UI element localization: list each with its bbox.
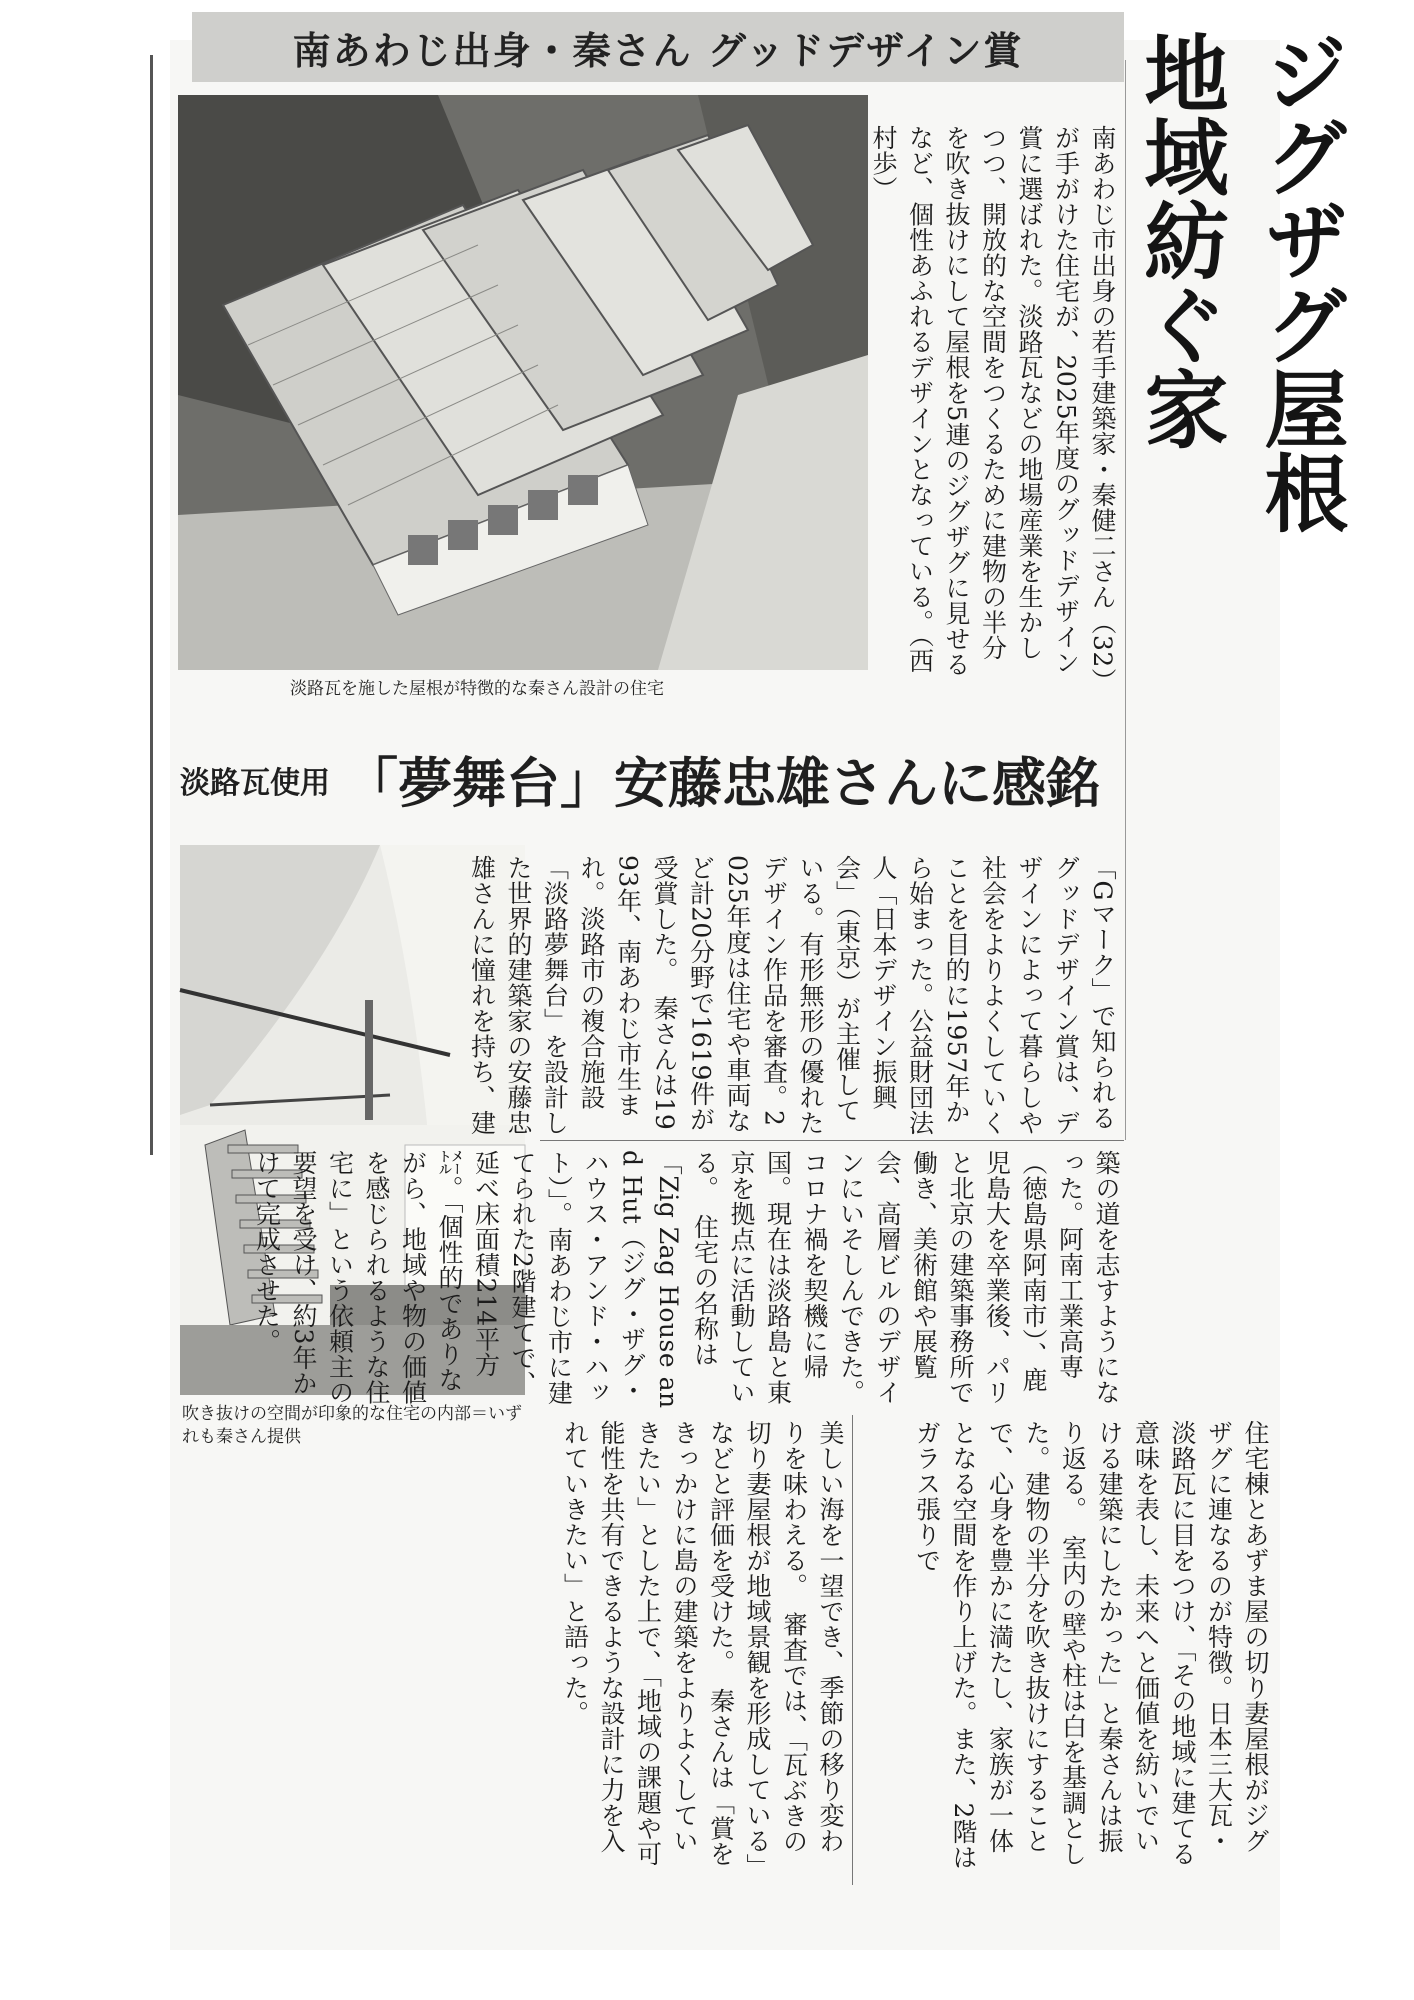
banner [192, 12, 1124, 82]
house-exterior-photo [178, 95, 868, 670]
column-divider-vertical [852, 1415, 853, 1885]
photo2-caption: 吹き抜けの空間が印象的な住宅の内部＝いずれも秦さん提供 [182, 1404, 522, 1447]
subhead-kicker: 淡路瓦使用 [180, 766, 330, 801]
article-column-1: 「Gマーク」で知られるグッドデザイン賞は、デザインによって暮らしや社会をよりよくしていくことを目的に1957年から始まった。公益財団法人「日本デザイン振興会」（東京）が主催している。有形無形の優れたデザイン作品を審査。2025年度は住宅や車両など計20分野で1619件が受賞した。 秦さんは1993年、南あわじ市生まれ。淡路市の複合施設「淡路夢舞台」を設計した世界的建築家の安藤忠雄さんに憧れを持ち、建 [467, 855, 1117, 1136]
headline-line-2: 地域紡ぐ家 [1131, 30, 1230, 450]
banner-text: 南あわじ出身・秦さん グッドデザイン賞 [292, 28, 1024, 73]
article-column-4: 美しい海を一望でき、季節の移り変わりを味わえる。 審査では、「瓦ぶきの切り妻屋根が地域景観を形成している」などと評価を受けた。 秦さんは「賞をきっかけに島の建築をよりよくしていきたい」とした上で、「地域の課題や可能性を共有できるような設計に力を入れていきたい」と語った。 [560, 1420, 845, 1867]
article-column-3: 住宅棟とあずま屋の切り妻屋根がジグザグに連なるのが特徴。日本三大瓦・淡路瓦に目をつけ、「その地域に建てる意味を表し、未来へと価値を紡いでいける建築にしたかった」と秦さんは振り返る。 室内の壁や柱は白を基調とした。建物の半分を吹き抜けにすることで、心身を豊かに満たし、家族が一体となる空間を作り上げた。また、2階はガラス張りで [912, 1420, 1270, 1870]
headline-line-1: ジグザグ屋根 [1251, 30, 1350, 534]
main-headline [1130, 30, 1350, 1180]
column-divider [540, 1140, 1124, 1141]
lead-paragraph: 南あわじ市出身の若手建築家・秦健二さん（32）が手がけた住宅が、2025年度のグッドデザイン賞に選ばれた。淡路瓦などの地場産業を生かしつつ、開放的な空間をつくるために建物の半分を吹き抜けにして屋根を5連のジグザグに見せるなど、個性あふれるデザインとなっている。（西村歩） [869, 125, 1117, 681]
photo1-caption: 淡路瓦を施した屋根が特徴的な秦さん設計の住宅 [290, 679, 664, 699]
headline-rule [1125, 60, 1126, 1140]
subhead-main: 「夢舞台」安藤忠雄さんに感銘 [344, 751, 1100, 815]
subheadline [180, 740, 1120, 815]
article-column-2: 築の道を志すようになった。阿南工業高専（徳島県阿南市）、鹿児島大を卒業後、パリと北京の建築事務所で働き、美術館や展覧会、高層ビルのデザインにいそしんできた。コロナ禍を契機に帰国。現在は淡路島と東京を拠点に活動している。 住宅の名称は「Zig Zag House and Hut（ジグ・ザグ・ハウス・アンド・ハット）」。南あわじ市に建てられた2階建てで、延べ床面積214平方㍍。「個性的でありながら、地域や物の価値を感じられるような住宅に」という依頼主の要望を受け、約3年かけて完成させた。 [252, 1150, 1121, 1409]
left-rule [150, 55, 153, 1155]
